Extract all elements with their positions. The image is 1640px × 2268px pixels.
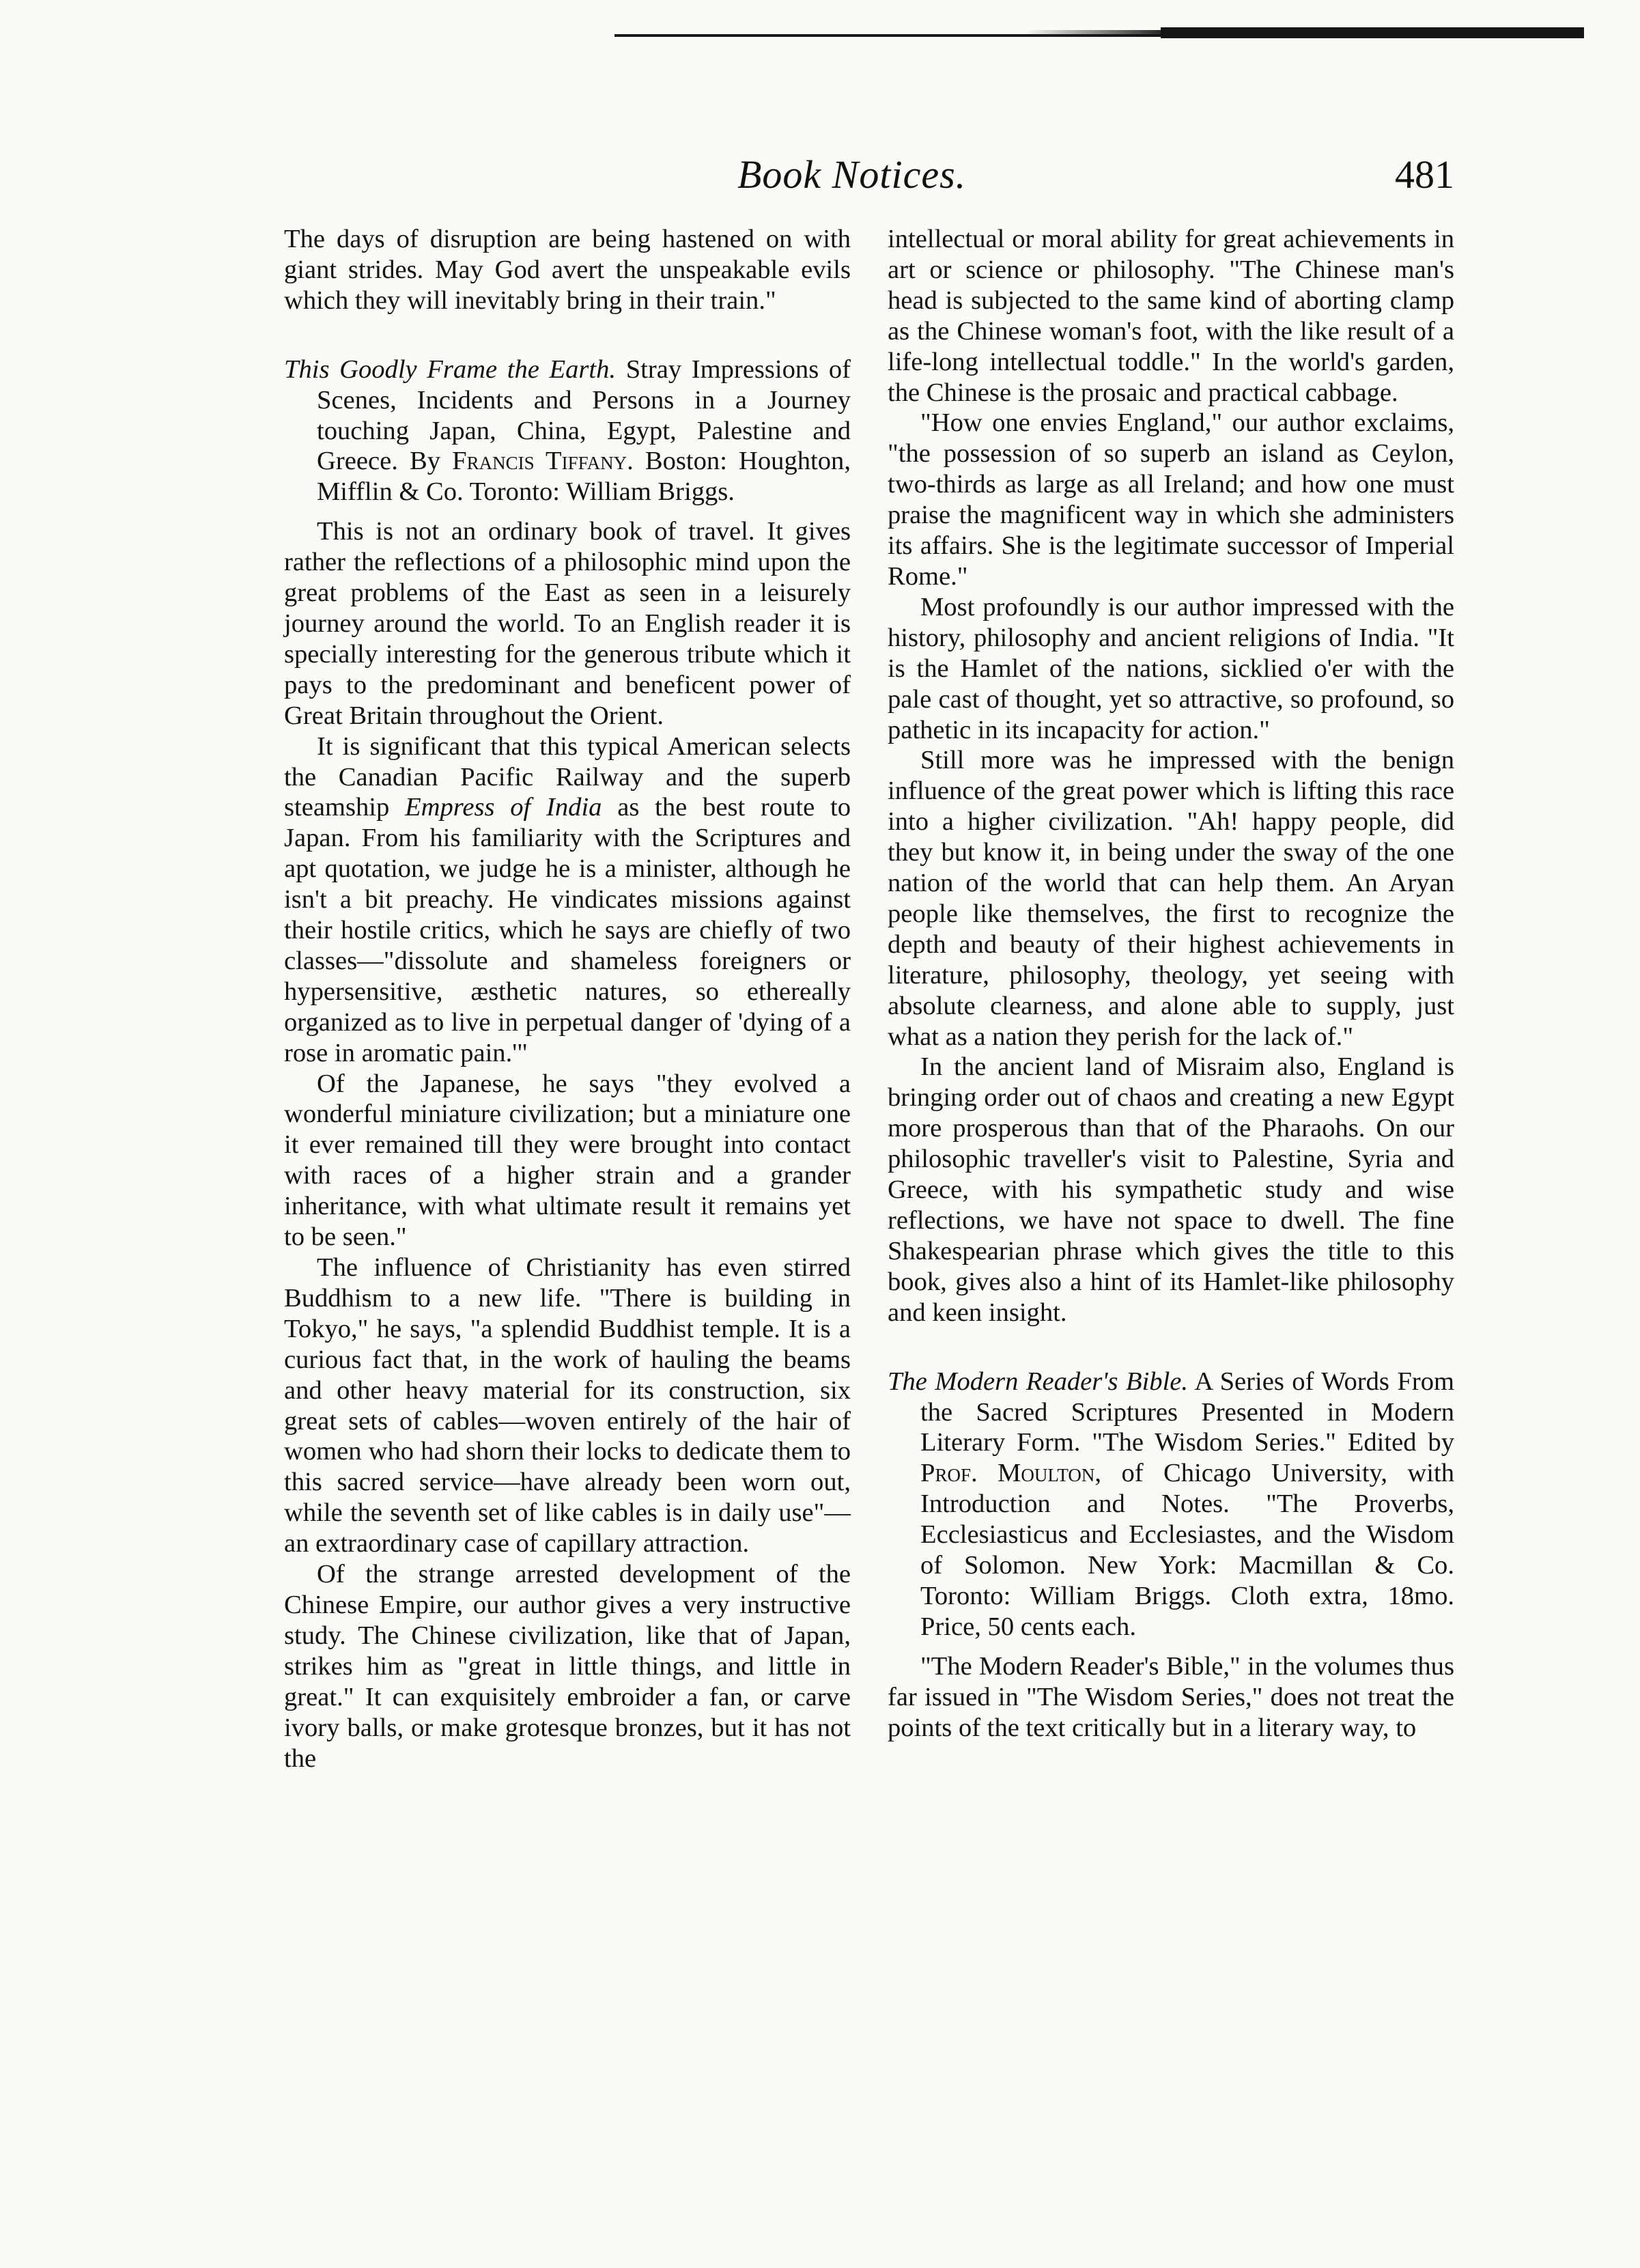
- review-paragraph: This is not an ordinary book of travel. It gives rather the reflections of a philosophic mind upon the great problems of the East as seen in a leisurely journey around the world. To an English reader it is specially interesting for the generous tribute which it pays to the predominant and beneficent power of Great Britain throughout the Orient.: [284, 517, 851, 730]
- book-title: This Goodly Frame the Earth.: [284, 354, 617, 384]
- book-author: Francis Tiffany: [452, 447, 627, 476]
- book-notice-goodly-frame: [284, 354, 851, 508]
- review-paragraph: [284, 731, 851, 1069]
- review-paragraph: Most profoundly is our author impressed with the history, philosophy and ancient religions of India. "It is the Hamlet of the nations, sicklied o'er with the pale cast of thought, yet so attractive, so profound, so pathetic in its incapacity for action.": [888, 592, 1454, 744]
- review-paragraph: intellectual or moral ability for great achievements in art or science or philosophy. "The Chinese man's head is subjected to the same kind of aborting clamp as the Chinese woman's foot, with the like result of a life-long intellectual toddle." In the world's garden, the Chinese is the prosaic and practical cabbage.: [888, 225, 1454, 407]
- notice-text: . Boston: Houghton, Mifflin & Co. Toronto: William Briggs.: [317, 447, 851, 507]
- book-notice-modern-readers-bible: [888, 1367, 1454, 1642]
- book-title: The Modern Reader's Bible.: [888, 1367, 1189, 1396]
- header-rule-heavy: [1161, 27, 1584, 38]
- review-paragraph: "The Modern Reader's Bible," in the volumes thus far issued in "The Wisdom Series," does not treat the points of the text critically but in a literary way, to: [888, 1651, 1454, 1742]
- review-paragraph: "How one envies England," our author exclaims, "the possession of so superb an island as Ceylon, two-thirds as large as all Ireland; and how one must praise the magnificent way in which she administers its affairs. She is the legitimate successor of Imperial Rome.": [888, 408, 1454, 591]
- header-rule-fade: [1024, 30, 1174, 37]
- notice-text: A Series of Words From the Sacred Scriptures Presented in Modern Literary Form. "The Wisdom Series." Edited by: [920, 1367, 1454, 1457]
- ship-name: Empress of India: [405, 793, 602, 822]
- left-column: [284, 224, 851, 1774]
- text-run: as the best route to Japan. From his familiarity with the Scriptures and apt quotation, we judge he is a minister, although he isn't a bit preachy. He vindicates missions against their hostile critics, which he says are chiefly of two classes—"dissolute and shameless foreigners or hypersensitive, æsthetic natures, so ethereally organized as to live in perpetual danger of 'dying of a rose in aromatic pain.'": [284, 793, 851, 1067]
- right-column: [888, 224, 1454, 1744]
- review-paragraph: Still more was he impressed with the benign influence of the great power which is lifting this race into a higher civilization. "Ah! happy people, did they but know it, in being under the sway of the one nation of the world that can help them. An Aryan people like themselves, the first to recognize the depth and beauty of their highest achievements in literature, philosophy, theology, yet seeing with absolute clearness, and alone able to supply, just what as a nation they perish for the lack of.": [888, 746, 1454, 1051]
- review-paragraph: In the ancient land of Misraim also, England is bringing order out of chaos and creating a new Egypt more prosperous than that of the Pharaohs. On our philosophic traveller's visit to Palestine, Syria and Greece, with his sympathetic study and wise reflections, we have not space to dwell. The fine Shakespearian phrase which gives the title to this book, gives also a hint of its Hamlet-like philosophy and keen insight.: [888, 1052, 1454, 1327]
- notice-text: Stray Impressions of Scenes, Incidents and Persons in a Journey touching Japan, China, Egypt, Palestine and Greece. By: [317, 354, 851, 476]
- notice-text: , of Chicago University, with Introduction and Notes. "The Proverbs, Ecclesiasticus and Ecclesiastes, and the Wisdom of Solomon. New York: Macmillan & Co. Toronto: William Briggs. Cloth extra, 18mo. Price, 50 cents each.: [920, 1459, 1454, 1641]
- text-run: It is significant that this typical American selects the Canadian Pacific Railway and the superb steamship: [284, 731, 851, 822]
- running-title: Book Notices.: [737, 152, 967, 197]
- review-paragraph: Of the Japanese, he says "they evolved a wonderful miniature civilization; but a miniature one it ever remained till they were brought into contact with races of a higher strain and a grander inheritance, with what ultimate result it remains yet to be seen.": [284, 1069, 851, 1252]
- review-paragraph: The influence of Christianity has even stirred Buddhism to a new life. "There is building in Tokyo," he says, "a splendid Buddhist temple. It is a curious fact that, in the work of hauling the beams and other heavy material for its construction, six great sets of cables—woven entirely of the hair of women who had shorn their locks to dedicate them to this sacred service—have already been worn out, while the seventh set of like cables is in daily use"—an extraordinary case of capillary attraction.: [284, 1253, 851, 1558]
- paragraph-continued: The days of disruption are being hastened on with giant strides. May God avert the unspeakable evils which they will inevitably bring in their train.": [284, 225, 851, 315]
- book-author: Prof. Moulton: [920, 1459, 1095, 1488]
- review-paragraph: Of the strange arrested development of the Chinese Empire, our author gives a very instructive study. The Chinese civilization, like that of Japan, strikes him as "great in little things, and little in great." It can exquisitely embroider a fan, or carve ivory balls, or make grotesque bronzes, but it has not the: [284, 1560, 851, 1773]
- page-number: 481: [1395, 152, 1454, 197]
